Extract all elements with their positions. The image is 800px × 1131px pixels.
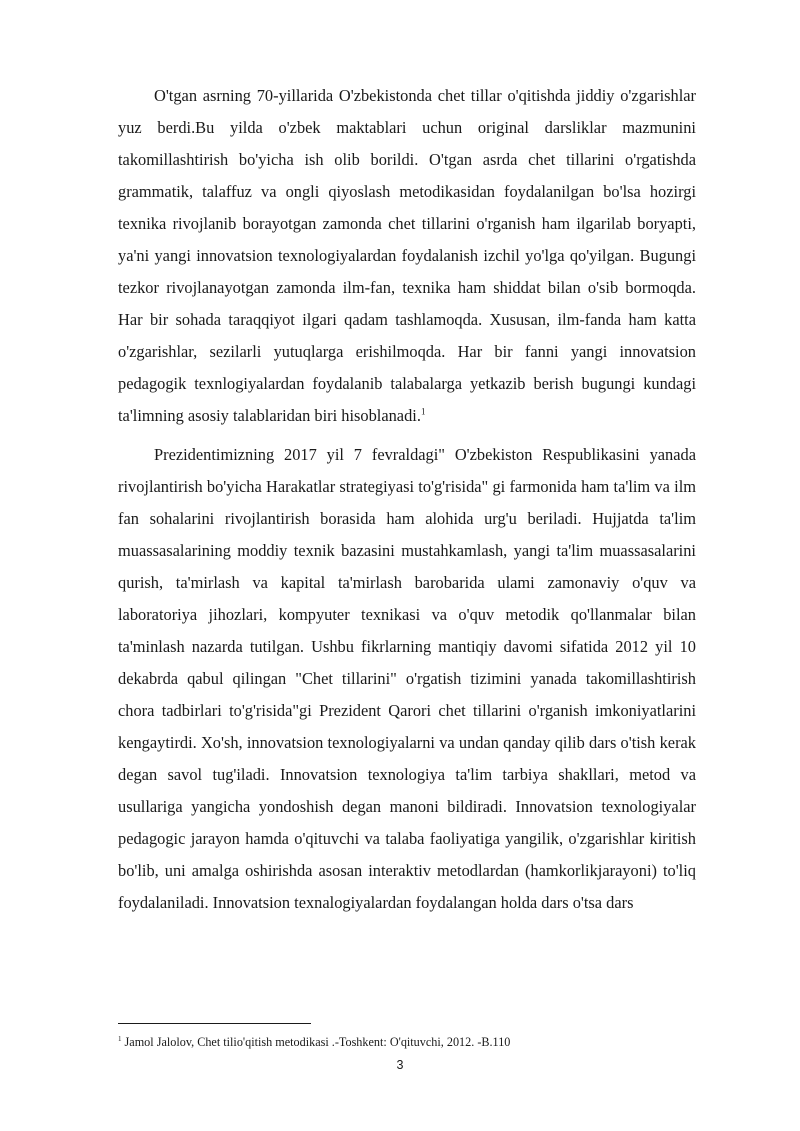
paragraph-2-text: Prezidentimizning 2017 yil 7 fevraldagi" O'zbekiston Respublikasini yanada rivojlantirish bo'yicha Harakatlar strategiyasi to'g'risida" gi farmonida ham ta'lim va ilm fan sohalarini rivojlantirish borasida ham alohida urg'u beriladi. Hujjatda ta'lim muassasalarining moddiy texnik bazasini mustahkamlash, yangi ta'lim muassasalarini qurish, ta'mirlash va kapital ta'mirlash barobarida ulami zamonaviy o'quv va laboratoriya jihozlari, kompyuter texnikasi va o'quv metodik qo'llanmalar bilan ta'minlash nazarda tutilgan. Ushbu fikrlarning mantiqiy davomi sifatida 2012 yil 10 dekabrda qabul qilingan "Chet tillarini" o'rgatish tizimini yanada takomillashtirish chora tadbirlari to'g'risida"gi Prezident Qarori chet tillarini o'rganish imkoniyatlarini kengaytirdi. Xo'sh, innovatsion texnologiyalarni va undan qanday qilib dars o'tish kerak degan savol tug'iladi. Innovatsion texnologiya ta'lim tarbiya shakllari, metod va usullariga yangicha yondoshish degan manoni bildiradi. Innovatsion texnologiyalar pedagogic jarayon hamda o'qituvchi va talaba faoliyatiga yangilik, o'zgarishlar kiritish bo'lib, uni amalga oshirishda asosan interaktiv metodlardan (hamkorlikjarayoni) to'liq foydalaniladi. Innovatsion texnalogiyalardan foydalangan holda dars o'tsa dars xyxy=(118,445,696,912)
paragraph-1-text: O'tgan asrning 70-yillarida O'zbekistonda chet tillar o'qitishda jiddiy o'zgarishlar yuz berdi.Bu yilda o'zbek maktablari uchun original darsliklar mazmunini takomillashtirish bo'yicha ish olib borildi. O'tgan asrda chet tillarini o'rgatishda grammatik, talaffuz va ongli qiyoslash metodikasidan foydalanilgan bo'lsa hozirgi texnika rivojlanib borayotgan zamonda chet tillarini o'rganish ham ilgarilab boryapti, ya'ni yangi innovatsion texnologiyalardan foydalanish izchil yo'lga qo'yilgan. Bugungi tezkor rivojlanayotgan zamonda ilm-fan, texnika ham shiddat bilan o'sib bormoqda. Har bir sohada taraqqiyot ilgari qadam tashlamoqda. Xususan, ilm-fanda ham katta o'zgarishlar, sezilarli yutuqlarga erishilmoqda. Har bir fanni yangi innovatsion pedagogik texnlogiyalardan foydalanib talabalarga yetkazib berish bugungi kundagi ta'limning asosiy talablaridan biri hisoblanadi. xyxy=(118,86,696,425)
footnote-marker: 1 xyxy=(118,1034,122,1043)
paragraph-1 xyxy=(118,80,696,432)
footnote-reference: 1 xyxy=(420,406,426,417)
page-number: 3 xyxy=(396,1058,404,1072)
paragraph-2 xyxy=(118,439,696,919)
footnote-text: Jamol Jalolov, Chet tilio'qitish metodikasi .-Toshkent: O'qituvchi, 2012. -B.110 xyxy=(124,1035,511,1049)
body-text xyxy=(118,80,696,919)
footnote xyxy=(118,1034,718,1050)
footnote-divider xyxy=(118,1023,311,1024)
